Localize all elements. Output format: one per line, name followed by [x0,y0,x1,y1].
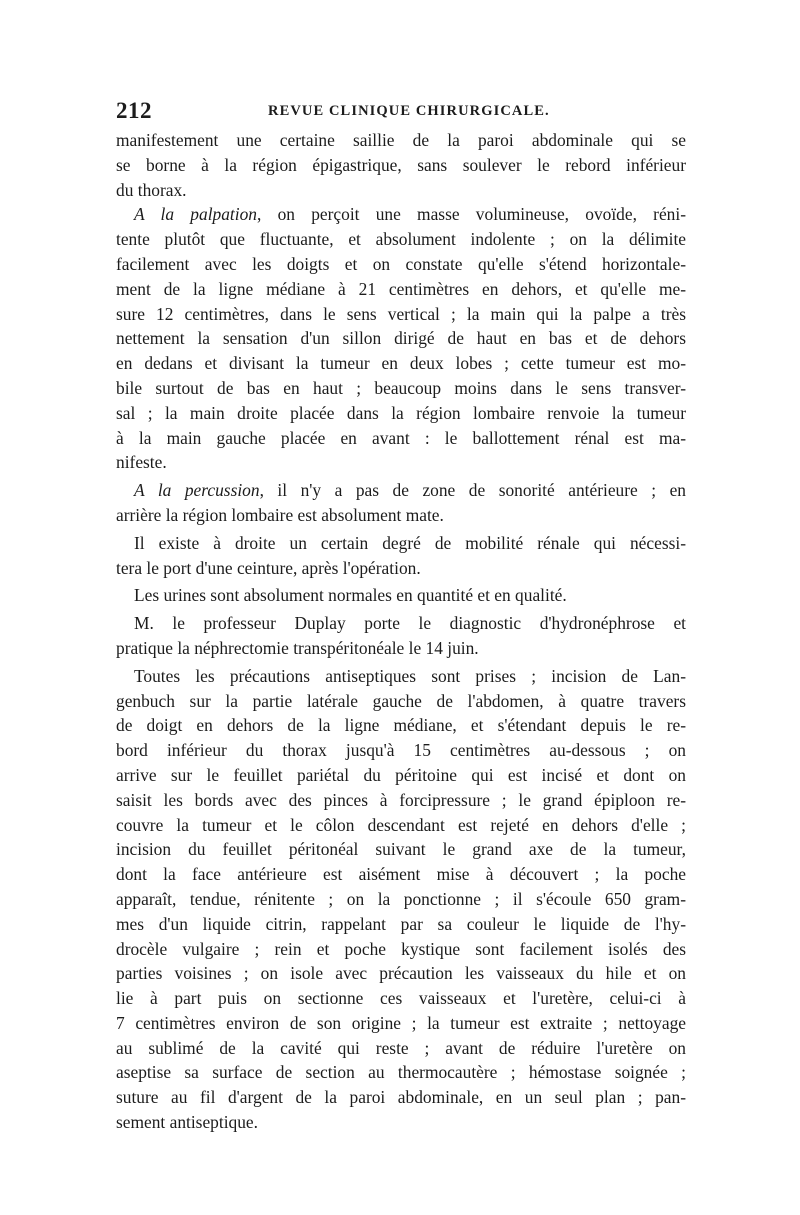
line-text: , il n'y a pas de zone de sonorité antérieure ; en [259,480,686,501]
text-line [116,738,686,763]
text-line [116,1011,686,1036]
text-line [116,763,686,788]
text-line [116,227,686,252]
text-line [116,153,686,178]
line-text: bord inférieur du thorax jusqu'à 15 centimètres au-dessous ; on [116,740,686,761]
line-text: parties voisines ; on isole avec précaution les vaisseaux du hile et on [116,963,686,984]
line-text: Toutes les précautions antiseptiques sont prises ; incision de Lan- [134,665,686,686]
line-text: bile surtout de bas en haut ; beaucoup moins dans le sens transver- [116,377,686,398]
text-line [116,611,686,636]
text-line [116,252,686,277]
text-line [116,302,686,327]
text-line [116,531,686,556]
text-line [116,887,686,912]
text-line [116,1110,686,1135]
text-line [116,1060,686,1085]
line-text: ment de la ligne médiane à 21 centimètres en dehors, et qu'elle me- [116,278,686,299]
line-text: drocèle vulgaire ; rein et poche kystique sont facilement isolés des [116,938,686,959]
line-text: dont la face antérieure est aisément mise à découvert ; la poche [116,864,686,885]
line-text: à la main gauche placée en avant : le ballottement rénal est ma- [116,427,686,448]
text-line [116,450,686,475]
line-text: aseptise sa surface de section au thermocautère ; hémostase soignée ; [116,1062,686,1083]
text-line [116,128,686,153]
text-line [116,713,686,738]
line-text: 7 centimètres environ de son origine ; la tumeur est extraite ; nettoyage [116,1012,686,1033]
text-line [116,351,686,376]
text-line [116,503,686,528]
line-text: au sublimé de la cavité qui reste ; avant de réduire l'uretère on [116,1037,686,1058]
line-text: nifeste. [116,452,167,473]
text-line [116,689,686,714]
text-line [116,277,686,302]
text-line [116,788,686,813]
italic-run: A la percussion [134,480,260,501]
text-line [116,376,686,401]
line-text: nettement la sensation d'un sillon dirigé de haut en bas et de dehors [116,328,686,349]
line-text: du thorax. [116,179,187,200]
line-text: se borne à la région épigastrique, sans soulever le rebord inférieur [116,154,686,175]
line-text: arrive sur le feuillet pariétal du péritoine qui est incisé et dont on [116,764,686,785]
text-line [116,583,686,608]
line-text: tera le port d'une ceinture, après l'opération. [116,557,421,578]
line-text: Il existe à droite un certain degré de mobilité rénale qui nécessi- [134,532,686,553]
line-text: de doigt en dehors de la ligne médiane, et s'étendant depuis le re- [116,715,686,736]
text-line [116,837,686,862]
text-line [116,862,686,887]
line-text: genbuch sur la partie latérale gauche de l'abdomen, à quatre travers [116,690,686,711]
line-text: sal ; la main droite placée dans la région lombaire renvoie la tumeur [116,402,686,423]
text-line [116,813,686,838]
text-line [116,326,686,351]
line-text: en dedans et divisant la tumeur en deux lobes ; cette tumeur est mo- [116,353,686,374]
italic-run: A la palpation [134,204,257,225]
line-text: saisit les bords avec des pinces à forcipressure ; le grand épiploon re- [116,789,686,810]
text-line [116,1036,686,1061]
text-line [116,986,686,1011]
line-text: tente plutôt que fluctuante, et absolument indolente ; on la délimite [116,229,686,250]
line-text: pratique la néphrectomie transpéritonéale le 14 juin. [116,637,479,658]
line-text: couvre la tumeur et le côlon descendant est rejeté en dehors d'elle ; [116,814,686,835]
line-text: facilement avec les doigts et on constate qu'elle s'étend horizontale- [116,253,686,274]
page-header [116,96,686,126]
text-line [116,478,686,503]
text-line [116,202,686,227]
text-line [116,912,686,937]
line-text: mes d'un liquide citrin, rappelant par sa couleur le liquide de l'hy- [116,913,686,934]
line-text: incision du feuillet péritonéal suivant le grand axe de la tumeur, [116,839,686,860]
page-number: 212 [116,98,152,123]
line-text: arrière la région lombaire est absolument mate. [116,504,444,525]
line-text: sure 12 centimètres, dans le sens vertical ; la main qui la palpe a très [116,303,686,324]
line-text: , on perçoit une masse volumineuse, ovoïde, réni- [256,204,686,225]
text-line [116,664,686,689]
body-text [116,128,686,1135]
line-text: apparaît, tendue, rénitente ; on la ponctionne ; il s'écoule 650 gram- [116,888,686,909]
line-text: sement antiseptique. [116,1112,258,1133]
line-text: lie à part puis on sectionne ces vaisseaux et l'uretère, celui-ci à [116,988,686,1009]
text-line [116,178,686,203]
text-line [116,937,686,962]
line-text: manifestement une certaine saillie de la paroi abdominale qui se [116,130,686,150]
text-line [116,961,686,986]
line-text: Les urines sont absolument normales en quantité et en qualité. [134,585,567,606]
line-text: suture au fil d'argent de la paroi abdominale, en un seul plan ; pan- [116,1087,686,1108]
line-text: M. le professeur Duplay porte le diagnostic d'hydronéphrose et [134,613,686,634]
text-line [116,636,686,661]
text-line [116,556,686,581]
text-line [116,1085,686,1110]
text-line [116,401,686,426]
text-line [116,426,686,451]
running-title: REVUE CLINIQUE CHIRURGICALE. [268,103,550,119]
